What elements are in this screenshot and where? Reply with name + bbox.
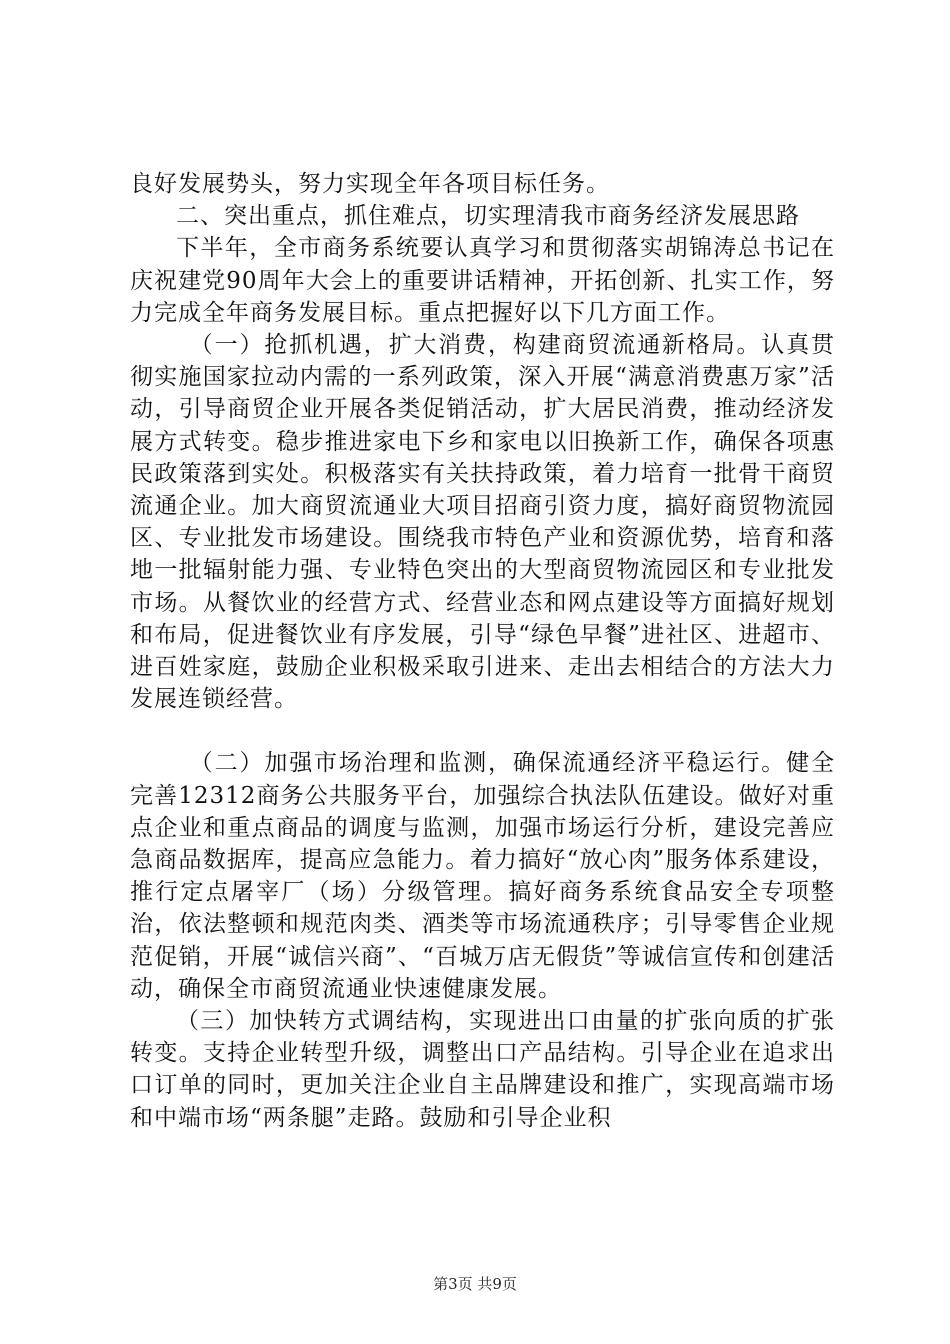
page-number-label: 第3页 共9页 bbox=[433, 1275, 517, 1293]
paragraph-item-3: （三）加快转方式调结构，实现进出口由量的扩张向质的扩张转变。支持企业转型升级，调整出口产品结构。引导企业在追求出口订单的同时，更加关注企业自主品牌建设和推广，实现高端市场和中端市场“两条腿”走路。鼓励和引导企业积 bbox=[130, 1008, 835, 1131]
paragraph-intro: 下半年，全市商务系统要认真学习和贯彻落实胡锦涛总书记在庆祝建党90周年大会上的重要讲话精神，开拓创新、扎实工作，努力完成全年商务发展目标。重点把握好以下几方面工作。 bbox=[130, 235, 835, 326]
paragraph-item-2: （二）加强市场治理和监测，确保流通经济平稳运行。健全完善12312商务公共服务平台，加强综合执法队伍建设。做好对重点企业和重点商品的调度与监测，加强市场运行分析，建设完善应急商品数据库，提高应急能力。着力搞好“放心肉”服务体系建设，推行定点屠宰厂（场）分级管理。搞好商务系统食品安全专项整治，依法整顿和规范肉类、酒类等市场流通秩序；引导零售企业规范促销，开展“诚信兴商”、“百城万店无假货”等诚信宣传和创建活动，确保全市商贸流通业快速健康发展。 bbox=[130, 750, 835, 1002]
section-heading: 二、突出重点，抓住难点，切实理清我市商务经济发展思路 bbox=[176, 203, 800, 230]
document-body bbox=[130, 168, 835, 1134]
page-footer bbox=[0, 1274, 950, 1294]
paragraph-spacer bbox=[130, 715, 835, 747]
paragraph-continuation: 良好发展势头，努力实现全年各项目标任务。 bbox=[130, 171, 610, 197]
paragraph-item-1: （一）抢抓机遇，扩大消费，构建商贸流通新格局。认真贯彻实施国家拉动内需的一系列政策，深入开展“满意消费惠万家”活动，引导商贸企业开展各类促销活动，扩大居民消费，推动经济发展方式转变。稳步推进家电下乡和家电以旧换新工作，确保各项惠民政策落到实处。积极落实有关扶持政策，着力培育一批骨干商贸流通企业。加大商贸流通业大项目招商引资力度，搞好商贸物流园区、专业批发市场建设。围绕我市特色产业和资源优势，培育和落地一批辐射能力强、专业特色突出的大型商贸物流园区和专业批发市场。从餐饮业的经营方式、经营业态和网点建设等方面搞好规划和布局，促进餐饮业有序发展，引导“绿色早餐”进社区、进超市、进百姓家庭，鼓励企业积极采取引进来、走出去相结合的方法大力发展连锁经营。 bbox=[130, 332, 835, 713]
